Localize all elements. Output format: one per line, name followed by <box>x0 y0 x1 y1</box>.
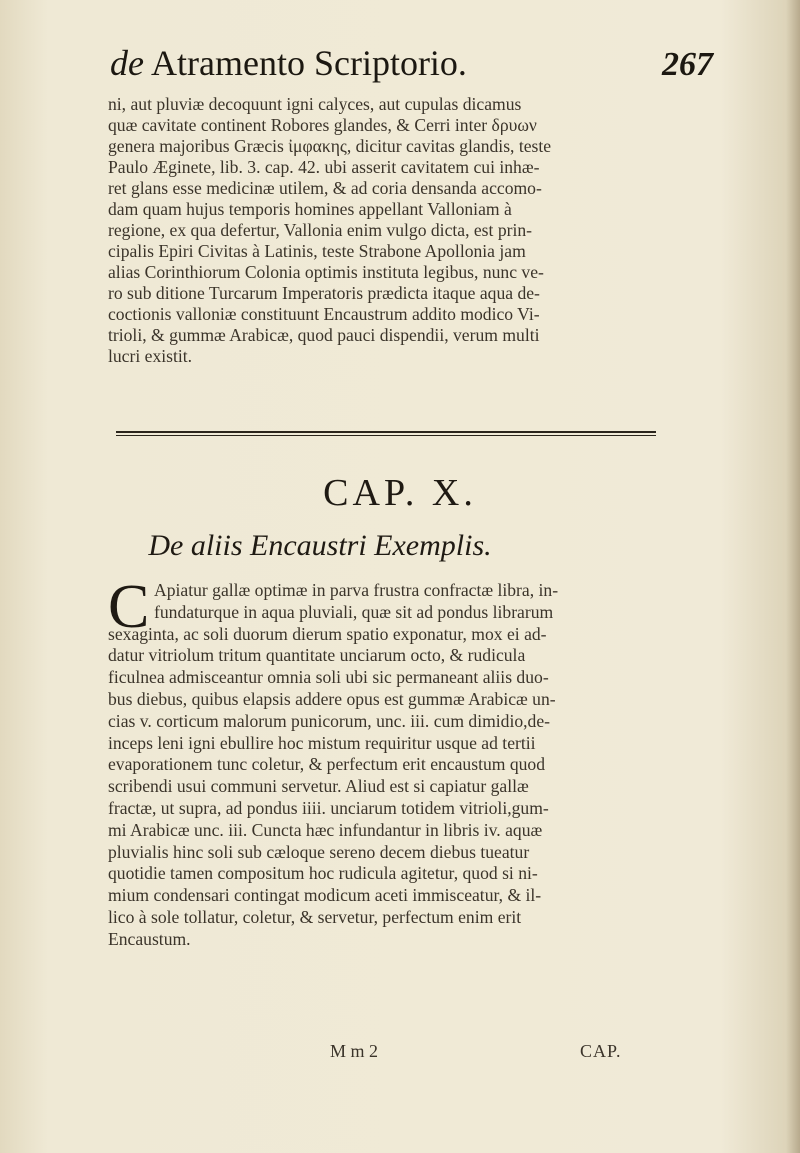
running-head <box>110 40 630 86</box>
text-line: fractæ, ut supra, ad pondus iiii. unciarum totidem vitrioli,gum- <box>108 797 549 818</box>
text-line: Apiatur gallæ optimæ in parva frustra confractæ libra, in- <box>154 580 559 600</box>
text-line: datur vitriolum tritum quantitate unciarum octo, & rudicula <box>108 645 526 666</box>
chapter-subtitle: De aliis Encaustri Exemplis. <box>148 529 492 562</box>
text-line: coctionis valloniæ constituunt Encaustrum addito modico Vi- <box>108 304 540 324</box>
text-line: genera majoribus Græcis ἰμφακης, dicitur cavitas glandis, teste <box>108 136 552 156</box>
text-line: ficulnea admisceantur omnia soli ubi sic permaneant aliis duo- <box>108 667 549 688</box>
page-edge-shadow <box>786 0 800 1153</box>
text-line: ni, aut pluviæ decoquunt igni calyces, aut cupulas dicamus <box>108 94 522 114</box>
text-line: lico à sole tollatur, coletur, & servetur, perfectum enim erit <box>108 906 522 927</box>
paragraph-1 <box>108 94 640 367</box>
text-line: Paulo Æginete, lib. 3. cap. 42. ubi asserit cavitatem cui inhæ- <box>108 157 540 177</box>
page-number: 267 <box>662 46 713 83</box>
text-line: quæ cavitate continent Robores glandes, & Cerri inter δρυων <box>108 115 537 135</box>
text-line: pluvialis hinc soli sub cæloque sereno decem diebus tueatur <box>108 841 530 862</box>
text-line: quotidie tamen compositum hoc rudicula agitetur, quod si ni- <box>108 863 538 884</box>
text-line: ro sub ditione Turcarum Imperatoris prædicta itaque aqua de- <box>108 283 540 303</box>
drop-capital: C <box>108 573 150 641</box>
text-line: mium condensari contingat modicum aceti immisceatur, & il- <box>108 885 542 906</box>
running-head-prefix: de <box>110 43 144 83</box>
text-line: Encaustum. <box>108 928 191 949</box>
signature-mark: M m 2 <box>330 1041 379 1061</box>
text-line: dam quam hujus temporis homines appellant Valloniam à <box>108 199 512 219</box>
text-line: fundaturque in aqua pluviali, quæ sit ad pondus librarum <box>154 601 554 622</box>
text-line: cias v. corticum malorum punicorum, unc. iii. cum dimidio,de- <box>108 710 551 731</box>
text-line: mi Arabicæ unc. iii. Cuncta hæc infundantur in libris iv. aquæ <box>108 819 543 840</box>
text-line: alias Corinthiorum Colonia optimis instituta legibus, nunc ve- <box>108 262 544 282</box>
running-head-title: Atramento Scriptorio. <box>151 43 467 83</box>
chapter-heading: CAP. X. <box>323 472 477 514</box>
text-line: cipalis Epiri Civitas à Latinis, teste Strabone Apollonia jam <box>108 241 526 261</box>
text-line: trioli, & gummæ Arabicæ, quod pauci dispendii, verum multi <box>108 325 540 345</box>
text-line: evaporationem tunc coletur, & perfectum erit encaustum quod <box>108 754 546 775</box>
text-line: regione, ex qua defertur, Vallonia enim vulgo dicta, est prin- <box>108 220 533 240</box>
catchword: CAP. <box>580 1041 622 1061</box>
paragraph-2 <box>108 573 640 951</box>
section-divider-rule <box>116 431 656 436</box>
text-line: scribendi usui communi servetur. Aliud est si capiatur gallæ <box>108 776 529 797</box>
text-line: inceps leni igni ebullire hoc mistum requiritur usque ad tertii <box>108 732 536 753</box>
text-line: sexaginta, ac soli duorum dierum spatio exponatur, mox ei ad- <box>108 623 547 644</box>
text-line: lucri existit. <box>108 346 193 366</box>
text-line: ret glans esse medicinæ utilem, & ad coria densanda accomo- <box>108 178 542 198</box>
text-line: bus diebus, quibus elapsis addere opus est gummæ Arabicæ un- <box>108 688 556 709</box>
